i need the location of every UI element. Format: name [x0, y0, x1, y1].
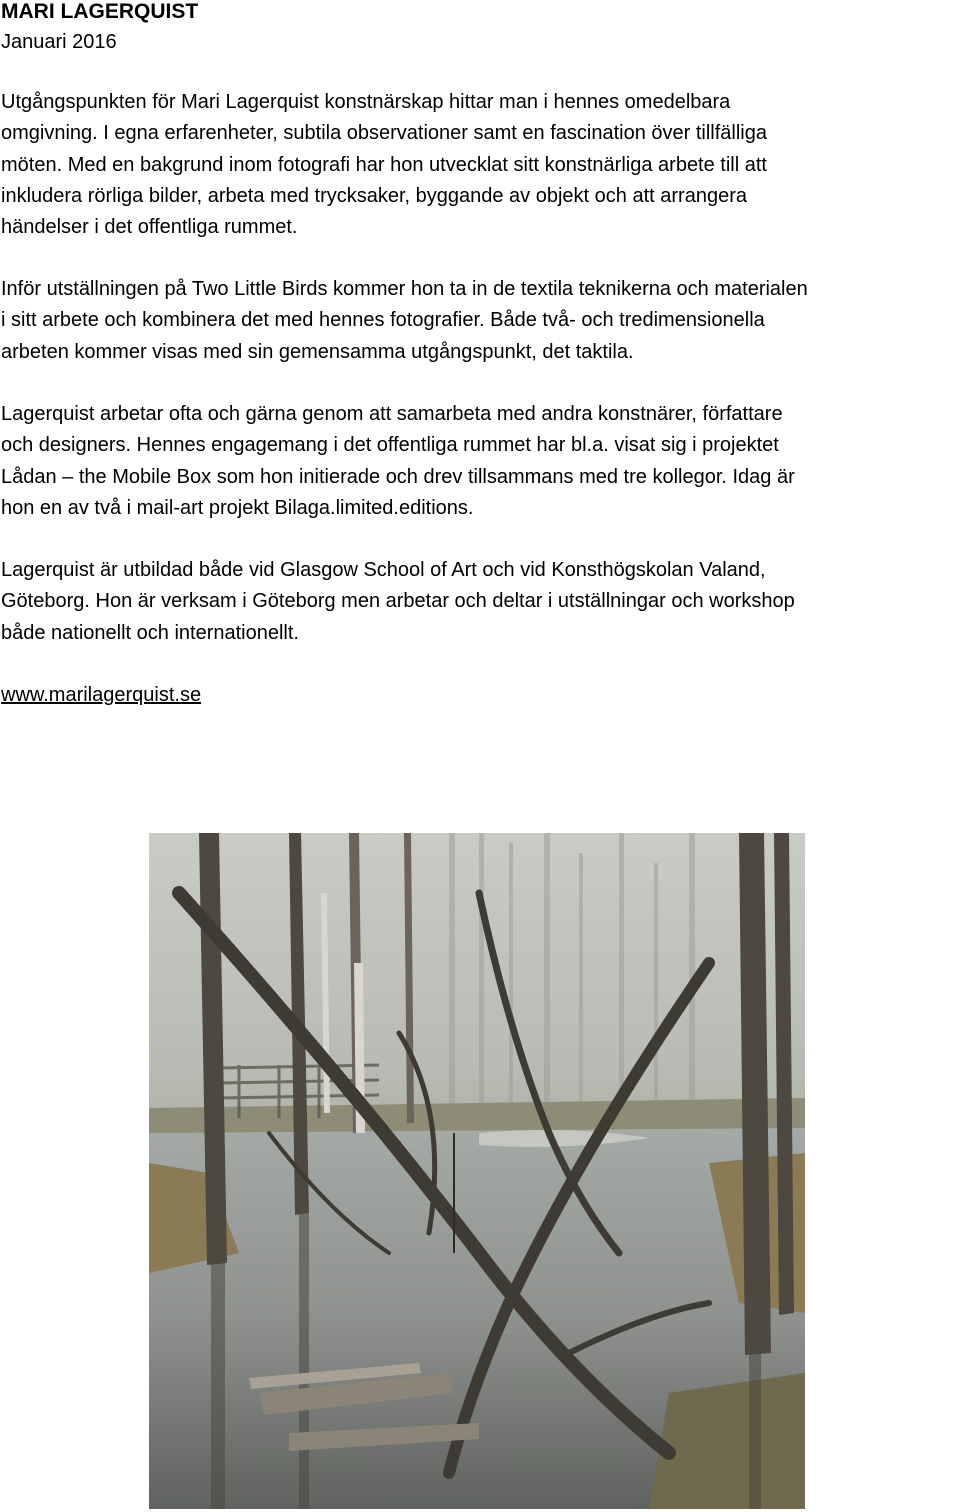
text-line: hon en av två i mail-art projekt Bilaga.limited.editions.	[1, 496, 474, 519]
paragraph-intro	[1, 87, 959, 243]
text-line: Lagerquist arbetar ofta och gärna genom att samarbeta med andra konstnärer, författare	[1, 403, 783, 425]
document-date: Januari 2016	[1, 31, 117, 53]
text-line: i sitt arbete och kombinera det med hennes fotografier. Både två- och tredimensionella	[1, 309, 765, 332]
website-link[interactable]: www.marilagerquist.se	[1, 684, 202, 706]
text-line: möten. Med en bakgrund inom fotografi har hon utvecklat sitt konstnärliga arbete till att	[1, 153, 767, 176]
forest-photo-illustration	[149, 833, 805, 1509]
text-line: Göteborg. Hon är verksam i Göteborg men arbetar och deltar i utställningar och workshop	[1, 590, 795, 613]
text-line: och designers. Hennes engagemang i det offentliga rummet har bl.a. visat sig i projektet	[1, 434, 779, 457]
paragraph-exhibition	[1, 274, 959, 368]
text-line: både nationellt och internationellt.	[1, 621, 299, 644]
text-line: inkludera rörliga bilder, arbeta med trycksaker, byggande av objekt och att arrangera	[1, 184, 747, 207]
text-line: händelser i det offentliga rummet.	[1, 216, 298, 239]
text-line: Inför utställningen på Two Little Birds kommer hon ta in de textila teknikerna och materialen	[1, 278, 808, 300]
paragraph-education	[1, 555, 959, 649]
forest-photo	[149, 833, 805, 1509]
text-line: Lådan – the Mobile Box som hon initierade och drev tillsammans med tre kollegor. Idag är	[1, 465, 795, 488]
paragraph-collaboration	[1, 399, 959, 524]
document-title: MARI LAGERQUIST	[1, 0, 199, 23]
text-line: Lagerquist är utbildad både vid Glasgow School of Art och vid Konsthögskolan Valand,	[1, 559, 766, 581]
text-line: Utgångspunkten för Mari Lagerquist konstnärskap hittar man i hennes omedelbara	[1, 91, 731, 113]
text-line: omgivning. I egna erfarenheter, subtila observationer samt en fascination över tillfälliga	[1, 122, 767, 145]
text-line: arbeten kommer visas med sin gemensamma utgångspunkt, det taktila.	[1, 340, 634, 363]
